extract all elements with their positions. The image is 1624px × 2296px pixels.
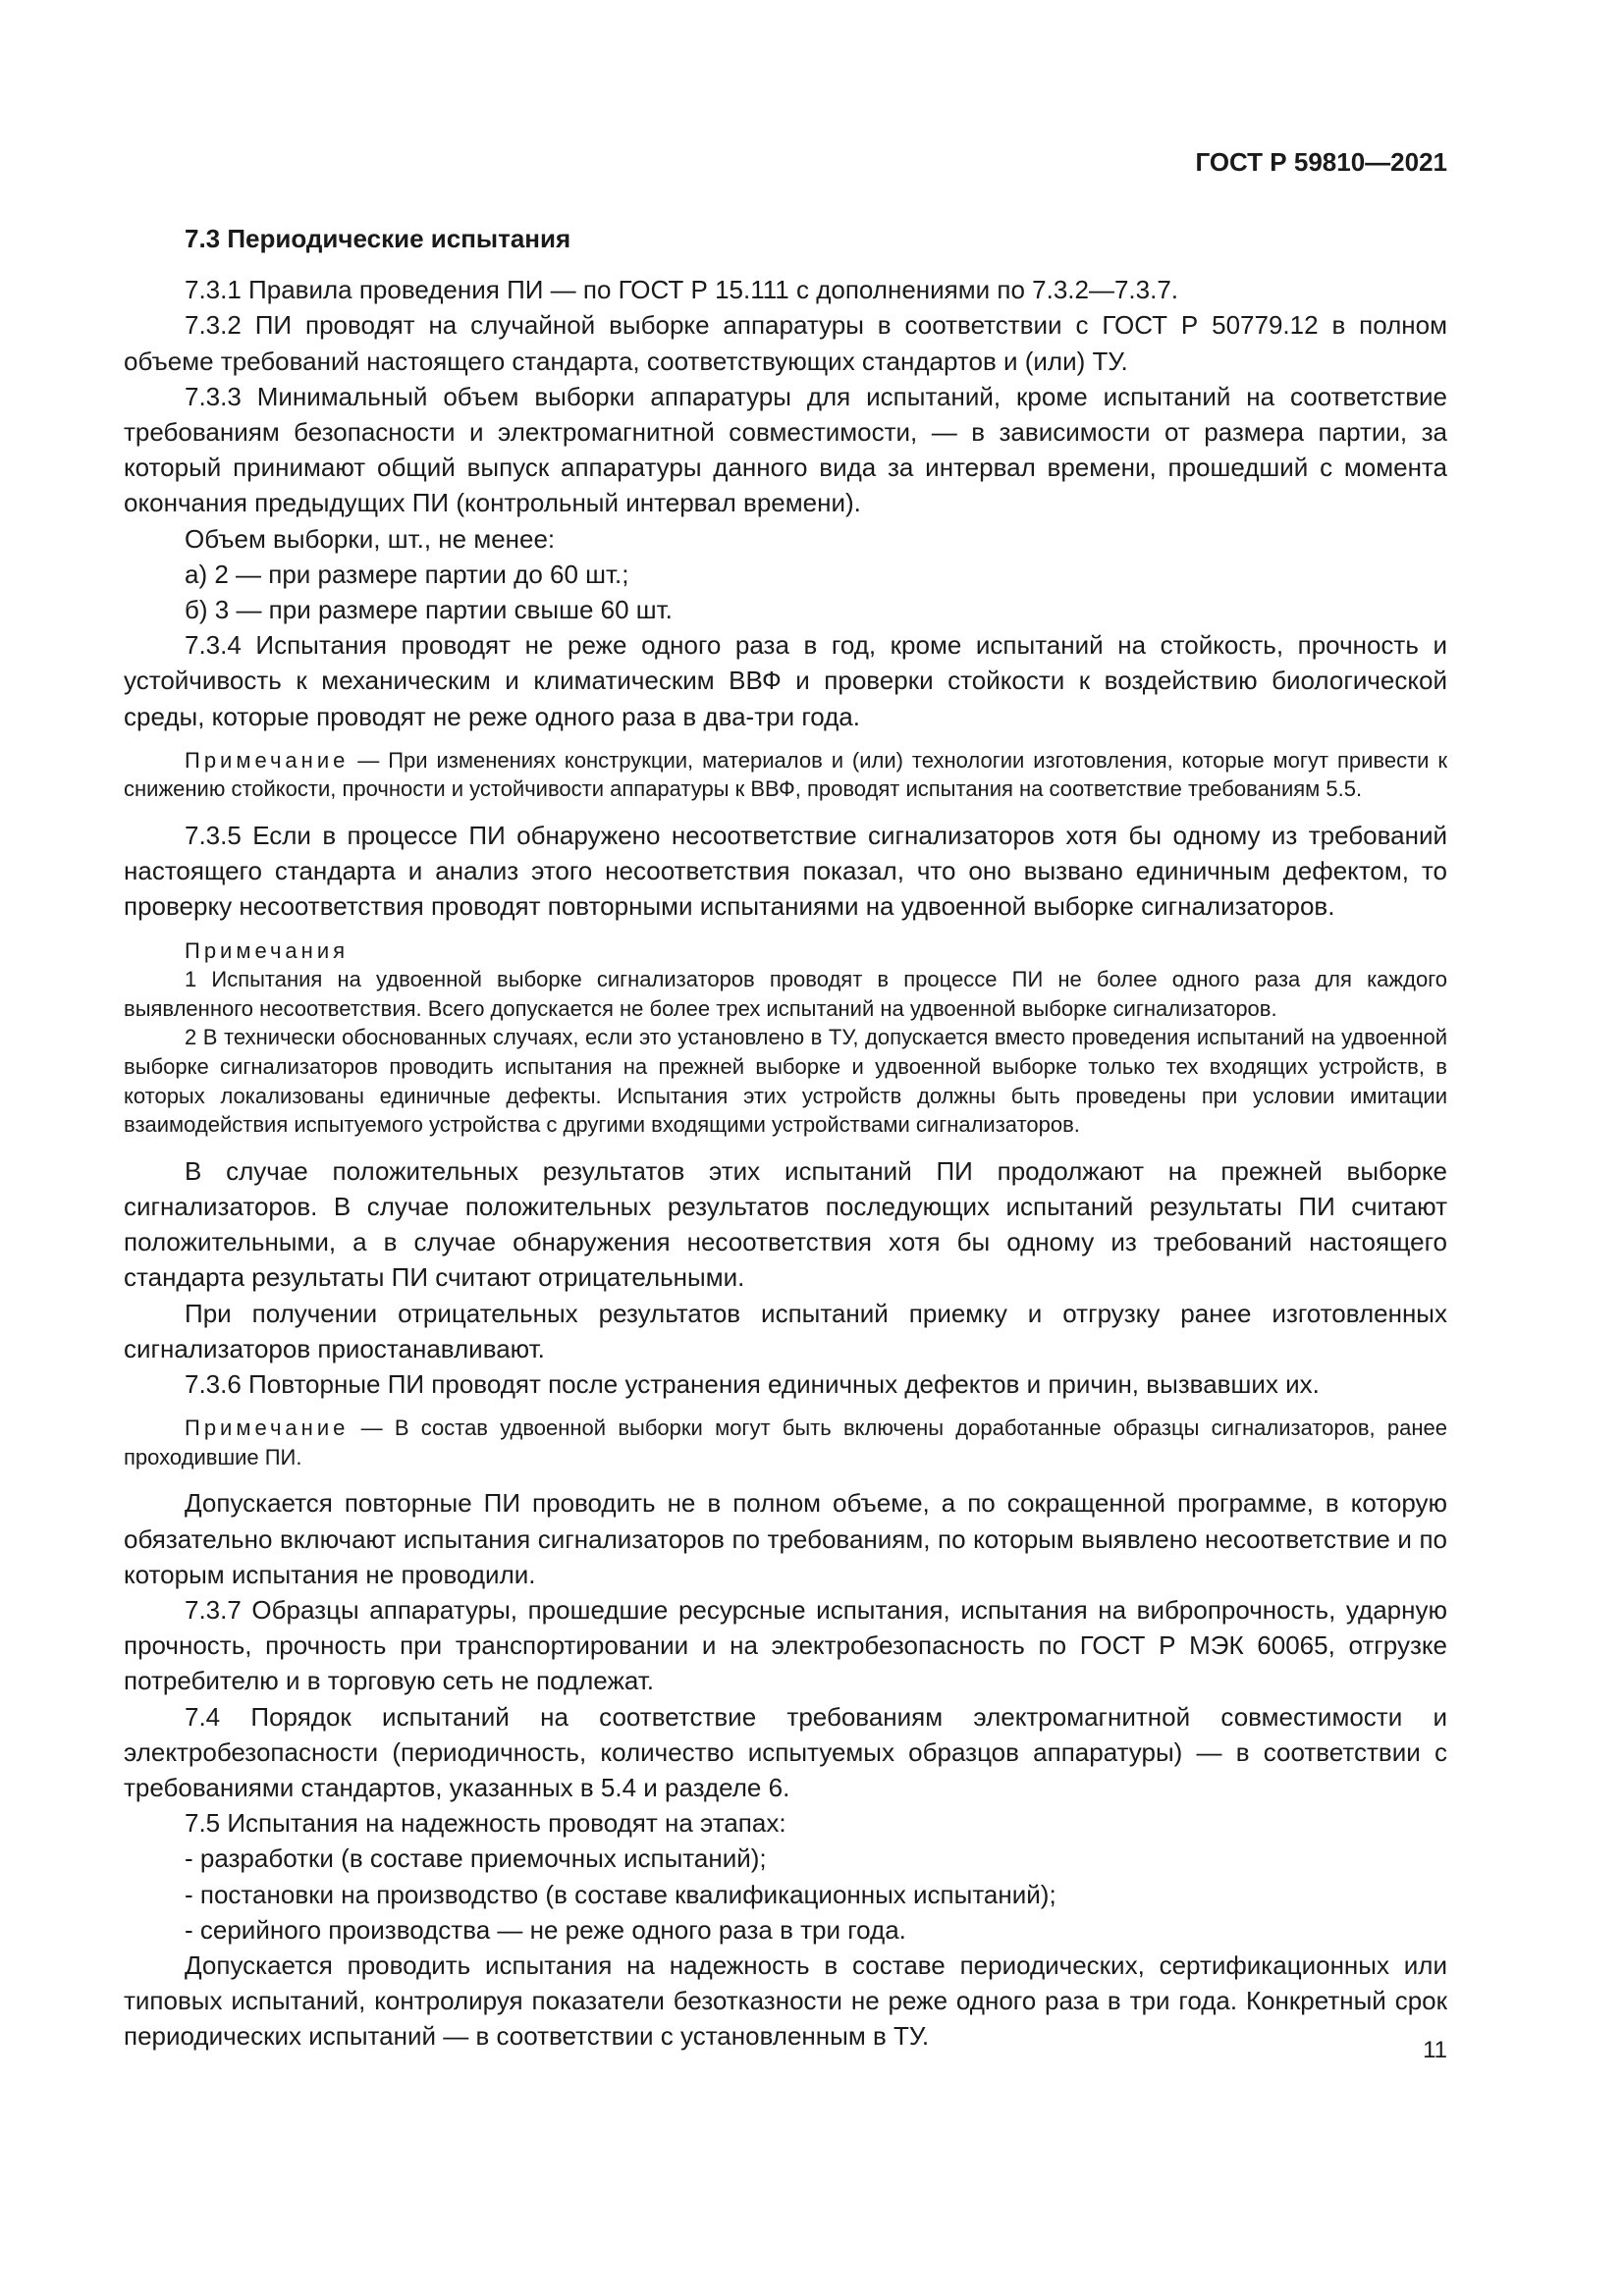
paragraph-7-3-7: 7.3.7 Образцы аппаратуры, прошедшие ресурсные испытания, испытания на вибропрочность, ударную прочность, прочность при транспортировании и на электробезопасность по ГОСТ Р МЭК 60065, отгрузке потребителю и в торговую сеть не подлежат.	[124, 1595, 1447, 1696]
notes-2-item-1: 1 Испытания на удвоенной выборке сигнализаторов проводят в процессе ПИ не более одного раза для каждого выявленного несоответствия. Всего допускается не более трех испытаний на удвоенной выборке сигнализаторов.	[124, 967, 1447, 1021]
paragraph-7-3-4: 7.3.4 Испытания проводят не реже одного раза в год, кроме испытаний на стойкость, прочность и устойчивость к механическим и климатическим ВВФ и проверки стойкости к воздействию биологической среды, которые проводят не реже одного раза в два-три года.	[124, 630, 1447, 731]
note-3-label: Примечание	[185, 1415, 350, 1441]
paragraph-7-3-2: 7.3.2 ПИ проводят на случайной выборке аппаратуры в соответствии с ГОСТ Р 50779.12 в полном объеме требований настоящего стандарта, соответствующих стандартов и (или) ТУ.	[124, 310, 1447, 376]
paragraph-7-3-3: 7.3.3 Минимальный объем выборки аппаратуры для испытаний, кроме испытаний на соответствие требованиям безопасности и электромагнитной совместимости, — в зависимости от размера партии, за который принимают общий выпуск аппаратуры данного вида за интервал времени, прошедший с момента окончания предыдущих ПИ (контрольный интервал времени).	[124, 381, 1447, 518]
note-1-label: Примечание	[185, 747, 350, 773]
notes-2-label: Примечания	[185, 937, 350, 963]
paragraph-repeat-tests: Допускается повторные ПИ проводить не в полном объеме, а по сокращенной программе, в которую обязательно включают испытания сигнализаторов по требованиям, по которым выявлено несоответствие и по которым испытания не проводили.	[124, 1488, 1447, 1589]
document-body	[124, 221, 1447, 2055]
notes-2	[124, 936, 1447, 1140]
document-header-code: ГОСТ Р 59810—2021	[1195, 147, 1447, 177]
list-item-a: а) 2 — при размере партии до 60 шт.;	[185, 559, 629, 589]
note-1	[124, 746, 1447, 804]
note-1-text: — При изменениях конструкции, материалов и (или) технологии изготовления, которые могут привести к снижению стойкости, прочности и устойчивости аппаратуры к ВВФ, проводят испытания на соответствие требованиям 5.5.	[124, 747, 1447, 802]
paragraph-7-4: 7.4 Порядок испытаний на соответствие требованиям электромагнитной совместимости и электробезопасности (периодичность, количество испытуемых образцов аппаратуры) — в соответствии с требованиями стандартов, указанных в 5.4 и разделе 6.	[124, 1701, 1447, 1803]
section-title: 7.3 Периодические испытания	[185, 224, 571, 253]
notes-2-item-2: 2 В технически обоснованных случаях, если это установлено в ТУ, допускается вместо проведения испытаний на удвоенной выборке сигнализаторов проводить испытания на прежней выборке и удвоенной выборке только тех входящих устройств, в которых локализованы единичные дефекты. Испытания этих устройств должны быть проведены при условии имитации взаимодействия испытуемого устройства с другими входящими устройствами сигнализаторов.	[124, 1025, 1447, 1138]
list-item-development: - разработки (в составе приемочных испытаний);	[185, 1843, 767, 1874]
list-item-production-setup: - постановки на производство (в составе квалификационных испытаний);	[185, 1879, 1056, 1909]
paragraph-reliability: Допускается проводить испытания на надежность в составе периодических, сертификационных или типовых испытаний, контролируя показатели безотказности не реже одного раза в три года. Конкретный срок периодических испытаний — в соответствии с установленным в ТУ.	[124, 1950, 1447, 2052]
list-item-serial-production: - серийного производства — не реже одного раза в три года.	[185, 1914, 906, 1945]
paragraph-7-3-6: 7.3.6 Повторные ПИ проводят после устранения единичных дефектов и причин, вызвавших их.	[185, 1369, 1320, 1400]
paragraph-positive-results: В случае положительных результатов этих испытаний ПИ продолжают на прежней выборке сигнализаторов. В случае положительных результатов последующих испытаний результаты ПИ считают положительными, а в случае обнаружения несоответствия хотя бы одному из требований настоящего стандарта результаты ПИ считают отрицательными.	[124, 1155, 1447, 1293]
paragraph-7-5: 7.5 Испытания на надежность проводят на этапах:	[185, 1808, 786, 1839]
list-item-b: б) 3 — при размере партии свыше 60 шт.	[185, 595, 673, 625]
paragraph-sample-size: Объем выборки, шт., не менее:	[185, 523, 556, 554]
paragraph-7-3-1: 7.3.1 Правила проведения ПИ — по ГОСТ Р 15.111 с дополнениями по 7.3.2—7.3.7.	[185, 275, 1179, 305]
note-3	[124, 1414, 1447, 1471]
note-3-text: — В состав удвоенной выборки могут быть включены доработанные образцы сигнализаторов, ранее проходившие ПИ.	[124, 1415, 1447, 1469]
paragraph-negative-results: При получении отрицательных результатов испытаний приемку и отгрузку ранее изготовленных сигнализаторов приостанавливают.	[124, 1298, 1447, 1363]
paragraph-7-3-5: 7.3.5 Если в процессе ПИ обнаружено несоответствие сигнализаторов хотя бы одному из требований настоящего стандарта и анализ этого несоответствия показал, что оно вызвано единичным дефектом, то проверку несоответствия проводят повторными испытаниями на удвоенной выборке сигнализаторов.	[124, 821, 1447, 922]
page-number: 11	[1423, 2037, 1447, 2063]
